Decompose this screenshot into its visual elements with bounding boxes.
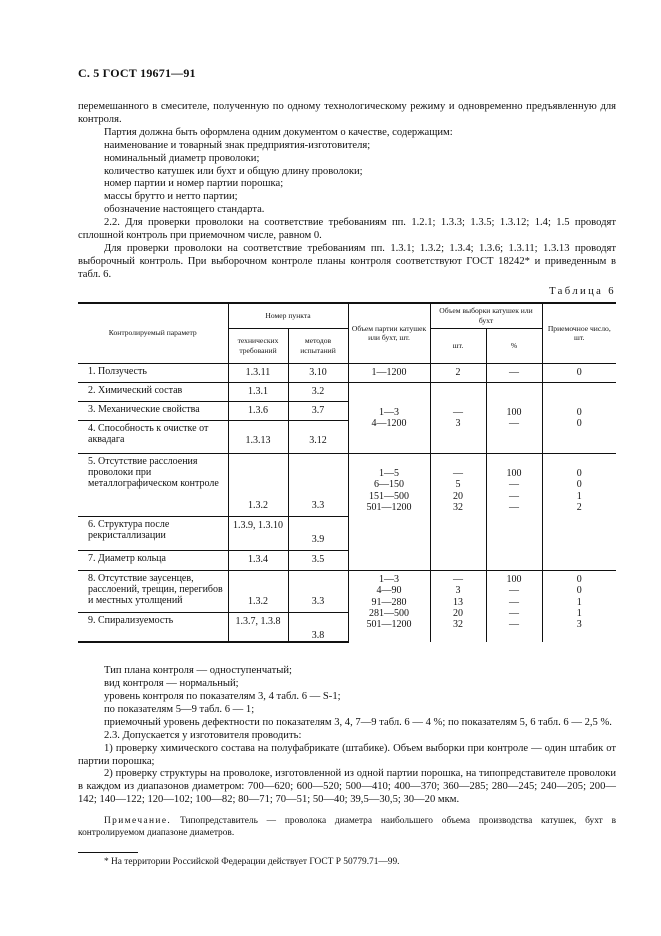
header-methods: методов испытаний	[288, 328, 348, 363]
table-row-method: 3.12	[309, 434, 327, 446]
sample-pcs-value: 2	[455, 366, 461, 378]
footnote: * На территории Российской Федерации действует ГОСТ Р 50779.71—99.	[104, 856, 400, 867]
table-row-method: 3.5	[311, 553, 325, 565]
control-level-3-4: уровень контроля по показателям 3, 4 табл. 6 — S-1;	[104, 691, 341, 702]
table-row-tech: 1.3.4	[248, 553, 268, 565]
acceptance-value: 0 0 1 1 3	[576, 573, 582, 631]
table-row-param: 1. Ползучесть	[88, 365, 147, 377]
table-row-tech: 1.3.1	[248, 385, 268, 397]
list-item: наименование и товарный знак предприятия-изготовителя;	[104, 139, 371, 151]
header-pcs: шт.	[430, 328, 486, 363]
control-level-5-9: по показателям 5—9 табл. 6 — 1;	[104, 703, 255, 715]
table-row-param: 6. Структура после рекристаллизации	[88, 518, 170, 541]
control-plan-table	[78, 302, 616, 644]
sample-pcs-value: — 5 20 32	[453, 467, 463, 513]
table-row-tech: 1.3.2	[248, 499, 268, 511]
list-item: количество катушек или бухт и общую длину проволоки;	[104, 165, 363, 177]
note-label: Примечание.	[104, 816, 172, 827]
table-row-tech: 1.3.13	[245, 434, 271, 446]
paragraph-sampling: Для проверки проволоки на соответствие требованиям пп. 1.3.1; 1.3.2; 1.3.4; 1.3.6; 1.3.11; 1.3.13 проводят выборочный контроль. При выборочном контроле планы контроля соответствуют ГОСТ 18242* и приведенным в табл. 6.	[78, 242, 616, 280]
table-row-method: 3.8	[311, 629, 325, 641]
paragraph-batch-document: Партия должна быть оформлена одним документом о качестве, содержащим:	[104, 126, 453, 138]
footnote-divider	[78, 852, 138, 853]
table-row-method: 3.3	[311, 499, 325, 511]
table-row-param: 4. Способность к очистке от аквадага	[88, 422, 209, 445]
lot-size-value: 1—3 4—1200	[371, 406, 407, 430]
list-item: номинальный диаметр проволоки;	[104, 152, 260, 164]
sample-pcs-value: — 3	[453, 406, 463, 430]
sample-pcs-value: — 3 13 20 32	[453, 573, 463, 631]
table-caption: Таблица 6	[549, 285, 616, 297]
document-page	[78, 66, 616, 867]
sample-percent-value: 100 —	[506, 406, 522, 430]
table-row-param: 7. Диаметр кольца	[88, 552, 166, 564]
lot-size-value: 1—3 4—90 91—280 281—500 501—1200	[366, 573, 412, 631]
table-row-method: 3.10	[309, 366, 327, 378]
header-acceptance: Приемочное число, шт.	[542, 303, 616, 364]
plan-type: Тип плана контроля — одноступенчатый;	[104, 665, 292, 677]
lot-size-value: 1—1200	[371, 366, 407, 378]
table-row-param: 9. Спирализуемость	[88, 614, 174, 626]
sample-percent-value: —	[509, 366, 519, 378]
table-row-tech: 1.3.6	[248, 404, 268, 416]
acceptance-value: 0 0	[576, 406, 582, 430]
table-row-param: 3. Механические свойства	[88, 403, 200, 415]
paragraph-2-3-2: 2) проверку структуры на проволоке, изготовленной из одной партии порошка, на типопредставителе проволоки в каждом из диапазонов диаметром: 700—620; 600—520; 500—410; 400—370; 360—285; 280—245; 240—205; 200—142; 140—122; 120—102; 100—82; 80—71; 70—51; 50—40; 39,5—30,5; 30—20 мкм.	[78, 768, 616, 806]
paragraph-2-2: 2.2. Для проверки проволоки на соответствие требованиям пп. 1.2.1; 1.3.3; 1.3.5; 1.3.12; 1.4; 1.5 проводят сплошной контроль при приемочном числе, равном 0.	[78, 217, 616, 242]
control-type: вид контроля — нормальный;	[104, 678, 239, 690]
paragraph-2-3-1: 1) проверку химического состава на полуфабрикате (штабике). Объем выборки при контроле — один штабик от партии порошка;	[78, 742, 616, 767]
header-param: Контролируемый параметр	[78, 303, 228, 364]
sample-percent-value: 100 — — —	[506, 467, 522, 513]
page-header: С. 5 ГОСТ 19671—91	[78, 66, 196, 80]
table-row-tech: 1.3.7, 1.3.8	[235, 615, 281, 627]
table-row-method: 3.2	[311, 385, 325, 397]
paragraph-continuation: перемешанного в смесителе, полученную по одному технологическому режиму и одновременно предъявленную для контроля.	[78, 101, 616, 125]
table-row-param: 5. Отсутствие расслоения проволоки при металлографическом контроле	[88, 455, 219, 490]
acceptance-value: 0 0 1 2	[576, 467, 582, 513]
header-percent: %	[486, 328, 542, 363]
header-tech-req: технических требований	[228, 328, 288, 363]
note-text: Типопредставитель — проволока диаметра наибольшего объема производства катушек, бухт в контролируемом диапазоне диаметров.	[78, 816, 617, 839]
table-row-method: 3.9	[311, 533, 325, 545]
note	[78, 815, 616, 839]
list-item: массы брутто и нетто партии;	[104, 191, 238, 203]
sample-percent-value: 100 — — — —	[506, 573, 522, 631]
table-row-method: 3.3	[311, 595, 325, 607]
acceptance-value: 0	[576, 366, 582, 378]
header-point-number: Номер пункта	[228, 303, 348, 329]
lot-size-value: 1—5 6—150 151—500 501—1200	[366, 467, 412, 513]
table-row-method: 3.7	[311, 404, 325, 416]
header-sample-size: Объем выборки катушек или бухт	[430, 303, 542, 329]
table-row-tech: 1.3.9, 1.3.10	[233, 519, 283, 531]
paragraph-2-3: 2.3. Допускается у изготовителя проводить:	[104, 729, 302, 741]
table-row-tech: 1.3.11	[245, 366, 271, 378]
header-lot-size: Объем партии катушек или бухт, шт.	[348, 303, 430, 364]
table-row-param: 8. Отсутствие заусенцев, расслоений, трещин, перегибов и местных утолщений	[88, 572, 223, 607]
table-row-param: 2. Химический состав	[88, 384, 183, 396]
control-plan-notes	[78, 665, 616, 807]
table-row-tech: 1.3.2	[248, 595, 268, 607]
acceptance-quality-level: приемочный уровень дефектности по показателям 3, 4, 7—9 табл. 6 — 4 %; по показателям 5, 6 табл. 6 — 2,5 %.	[104, 716, 612, 728]
list-item: обозначение настоящего стандарта.	[104, 204, 265, 216]
list-item: номер партии и номер партии порошка;	[104, 178, 284, 190]
